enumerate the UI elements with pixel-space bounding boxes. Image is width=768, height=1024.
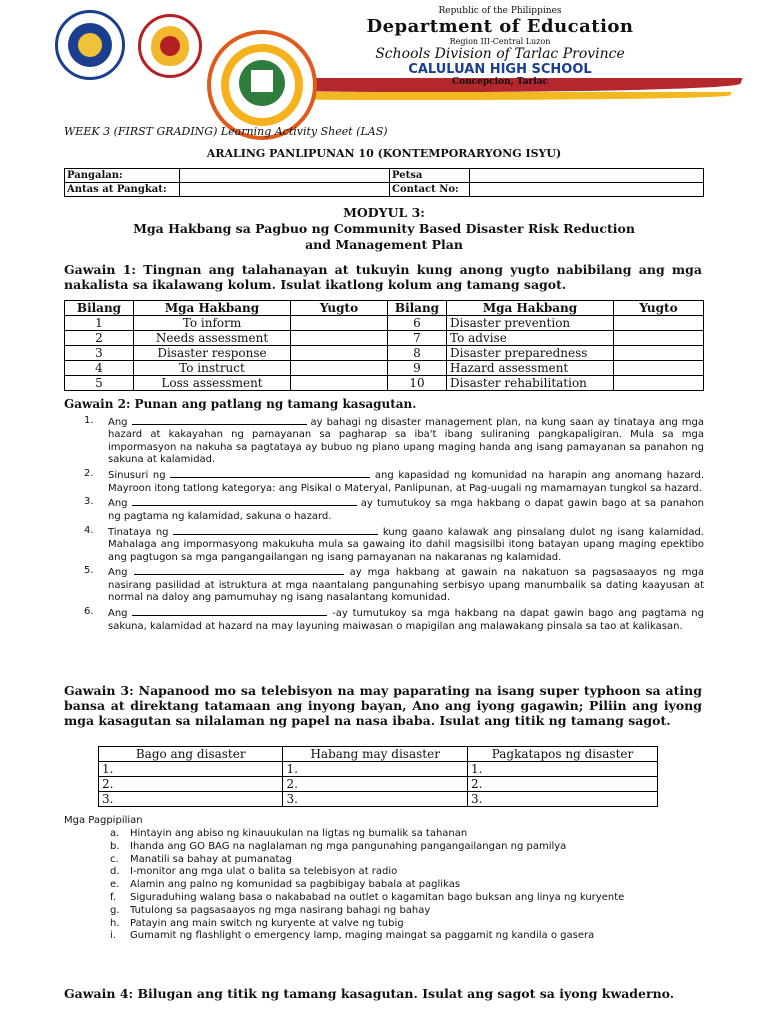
item-text: -ay tumutukoy sa mga hakbang na dapat gawin bago ang pagtama ng sakuna, kalamidad at hazard na may layuning maiwasan o mapigilan ang malawakang pinsala sa tao at kalikasan. [108,608,704,632]
answer-blank[interactable] [132,606,327,616]
hakbang-cell: Disaster preparedness [447,346,614,361]
grade-field[interactable] [180,183,390,197]
letterhead [0,0,768,120]
item-prefix: Sinusuri ng [108,470,166,482]
hakbang-cell: Hazard assessment [447,361,614,376]
name-label: Pangalan: [65,169,180,183]
answer-blank[interactable] [132,415,307,425]
list-item [84,565,704,604]
item-number: 5. [84,565,94,577]
table-row [99,777,658,792]
col-habang: Habang may disaster [283,747,467,762]
region-line: Region III-Central Luzon [449,37,551,46]
item-number: 3. [84,496,94,508]
contact-label: Contact No: [390,183,470,197]
col-bilang: Bilang [65,301,134,316]
bilang-cell: 6 [388,316,447,331]
answer-cell[interactable]: 1. [283,762,467,777]
choice-text: Gumamit ng flashlight o emergency lamp, maging maingat sa paggamit ng kandila o gasera [130,930,595,942]
choices-label: Mga Pagpipilian [64,815,143,826]
col-bilang-2: Bilang [388,301,447,316]
yugto-answer-cell[interactable] [614,361,704,376]
item-prefix: Ang [108,608,128,620]
gawain3-table [98,746,658,807]
grade-label: Antas at Pangkat: [65,183,180,197]
list-item [110,854,700,867]
subject-title: ARALING PANLIPUNAN 10 (KONTEMPORARYONG ISYU) [206,147,562,160]
hakbang-cell: Loss assessment [134,376,291,391]
list-item [110,918,700,931]
list-item [110,828,700,841]
sdo-tarlac-seal-icon [138,14,202,78]
item-number: 1. [84,415,94,426]
choice-text: Patayin ang main switch ng kuryente at valve ng tubig [130,917,404,929]
yugto-answer-cell[interactable] [291,316,388,331]
table-row [99,762,658,777]
contact-field[interactable] [470,183,704,197]
item-number: 2. [84,468,94,480]
table-row [65,361,704,376]
caluluan-hs-seal-icon [207,30,317,140]
hakbang-cell: To instruct [134,361,291,376]
item-text: ay bahagi ng disaster management plan, na kung saan ay tinataya ang mga hazard at kakayahan ng pamayanan sa pagharap sa iba't ibang suliraning pangkapaligiran. Mula sa mga impormasyon na nakuha sa pagtataya ay bubuo ng plano upang maging handa ang isang pamayanan sa panahon ng sakuna at kalamidad. [108,417,704,466]
gawain1-instructions: Gawain 1: Tingnan ang talahanayan at tukuyin kung anong yugto nabibilang ang mga nakalista sa ikalawang kolum. Isulat ikatlong kolum ang tamang sagot. [64,262,702,292]
choice-letter: i. [110,930,116,942]
list-item [84,496,704,523]
bilang-cell: 10 [388,376,447,391]
answer-cell[interactable]: 1. [467,762,657,777]
choice-letter: h. [110,917,120,929]
list-item [84,606,704,633]
answer-cell[interactable]: 2. [467,777,657,792]
list-item [110,879,700,892]
table-row [65,346,704,361]
bilang-cell: 4 [65,361,134,376]
list-item [84,468,704,495]
yugto-answer-cell[interactable] [291,346,388,361]
list-item [110,930,700,943]
col-pagkatapos: Pagkatapos ng disaster [467,747,657,762]
bilang-cell: 5 [65,376,134,391]
hakbang-cell: Needs assessment [134,331,291,346]
list-item [84,525,704,564]
col-hakbang-2: Mga Hakbang [447,301,614,316]
choice-text: Manatili sa bahay at pumanatag [130,853,292,865]
module-title-line2: and Management Plan [305,237,463,252]
school-location: Concepcion, Tarlac [451,77,549,87]
module-number: MODYUL 3: [343,205,425,220]
list-item [110,841,700,854]
choice-letter: g. [110,904,120,916]
answer-cell[interactable]: 2. [99,777,283,792]
gawain3-header-row [99,747,658,762]
deped-seal-icon [55,10,125,80]
bilang-cell: 2 [65,331,134,346]
choice-letter: a. [110,828,120,839]
answer-cell[interactable]: 1. [99,762,283,777]
choice-text: Alamin ang palno ng komunidad sa pagbibigay babala at paglikas [130,879,461,891]
item-prefix: Ang [108,417,128,428]
hakbang-cell: To inform [134,316,291,331]
hakbang-cell: Disaster prevention [447,316,614,331]
division-name: Schools Division of Tarlac Province [375,46,625,62]
item-text: kung gaano kalawak ang pinsalang dulot ng isang kalamidad. Mahalaga ang impormasyong makukuha mula sa gawaing ito dahil magsisilbi itong batayan upang maging epektibo ang pagtugon sa mga pangangailangan ng isang pamayanan na nakaranas ng kalamidad. [108,526,704,563]
answer-blank[interactable] [170,468,370,478]
choice-letter: c. [110,853,119,865]
header-swoosh-gold [249,92,732,100]
letterhead-text [360,6,640,87]
yugto-answer-cell[interactable] [614,346,704,361]
bilang-cell: 7 [388,331,447,346]
choice-text: I-monitor ang mga ulat o balita sa telebisyon at radio [130,866,398,878]
answer-cell[interactable]: 2. [283,777,467,792]
choice-text: Siguraduhing walang basa o nakababad na outlet o kagamitan bago buksan ang linya ng kuryente [130,891,625,903]
gawain2-list [84,415,704,635]
answer-cell[interactable]: 3. [467,792,657,807]
choice-text: Ihanda ang GO BAG na naglalaman ng mga pangunahing pangangailangan ng pamilya [130,840,567,852]
answer-blank[interactable] [132,496,357,506]
module-heading [0,205,768,253]
item-text: ang kapasidad ng komunidad na harapin ang anomang hazard. Mayroon itong tatlong kategorya: ang Pisikal o Materyal, Panlipunan, at Pag-uugali ng mamamayan tungkol sa hazard. [108,470,705,494]
answer-cell[interactable]: 3. [99,792,283,807]
gawain1-header-row [65,301,704,316]
gawain2-instructions: Gawain 2: Punan ang patlang ng tamang kasagutan. [64,397,417,411]
module-title-line1: Mga Hakbang sa Pagbuo ng Community Based Disaster Risk Reduction [133,221,635,236]
item-number: 4. [84,524,94,536]
table-row [65,316,704,331]
list-item [110,892,700,905]
answer-blank[interactable] [173,525,378,535]
yugto-answer-cell[interactable] [291,331,388,346]
bilang-cell: 3 [65,346,134,361]
choice-letter: b. [110,840,120,852]
bilang-cell: 9 [388,361,447,376]
gawain3-instructions: Gawain 3: Napanood mo sa telebisyon na may paparating na isang super typhoon sa ating bansa at direktang tatamaan ang inyong bayan, Ano ang iyong gagawin; Piliin ang iyong mga kasagutan sa nilalaman ng papel na nasa ibaba. Isulat ang titik ng tamang sagot. [64,683,702,728]
school-name: CALULUAN HIGH SCHOOL [408,62,592,77]
gawain4-instructions: Gawain 4: Bilugan ang titik ng tamang kasagutan. Isulat ang sagot sa iyong kwaderno. [64,986,675,1001]
week-label: WEEK 3 (FIRST GRADING) Learning Activity Sheet (LAS) [64,125,388,138]
answer-blank[interactable] [134,565,344,575]
date-label: Petsa [390,169,470,183]
hakbang-cell: To advise [447,331,614,346]
col-yugto-2: Yugto [614,301,704,316]
answer-cell[interactable]: 3. [283,792,467,807]
col-bago: Bago ang disaster [99,747,283,762]
col-yugto: Yugto [291,301,388,316]
republic-line: Republic of the Philippines [438,6,562,16]
bilang-cell: 1 [65,316,134,331]
choice-text: Hintayin ang abiso ng kinauukulan na ligtas ng bumalik sa tahanan [130,828,468,839]
choice-letter: d. [110,866,120,878]
gawain1-table [64,300,704,391]
choice-letter: f. [110,891,116,903]
yugto-answer-cell[interactable] [614,316,704,331]
hakbang-cell: Disaster response [134,346,291,361]
list-item [110,866,700,879]
list-item [84,415,704,467]
student-info-table [64,168,704,197]
name-field[interactable] [180,169,390,183]
yugto-answer-cell[interactable] [291,376,388,391]
yugto-answer-cell[interactable] [614,376,704,391]
item-text: ay tumutukoy sa mga hakbang o dapat gawin bago at sa panahon ng pagtama ng kalamidad, sakuna o hazard. [108,498,704,522]
choice-text: Tutulong sa pagsasaayos ng mga nasirang bahagi ng bahay [130,904,431,916]
col-hakbang: Mga Hakbang [134,301,291,316]
table-row [65,331,704,346]
choice-letter: e. [110,879,120,891]
date-field[interactable] [470,169,704,183]
item-prefix: Tinataya ng [108,526,169,538]
yugto-answer-cell[interactable] [614,331,704,346]
table-row [65,376,704,391]
item-prefix: Ang [108,498,128,510]
bilang-cell: 8 [388,346,447,361]
choices-list [110,828,700,943]
list-item [110,905,700,918]
yugto-answer-cell[interactable] [291,361,388,376]
department-name: Department of Education [366,16,634,37]
hakbang-cell: Disaster rehabilitation [447,376,614,391]
item-number: 6. [84,606,94,618]
table-row [99,792,658,807]
item-prefix: Ang [108,567,128,579]
item-text: ay mga hakbang at gawain na nakatuon sa pagsasaayos ng mga nasirang pasilidad at istruktura at mga naantalang pangunahing serbisyo upang manumbalik sa dating kaayusan at normal na daloy ang pamumuhay ng isang nasalantang komunidad. [108,567,704,604]
